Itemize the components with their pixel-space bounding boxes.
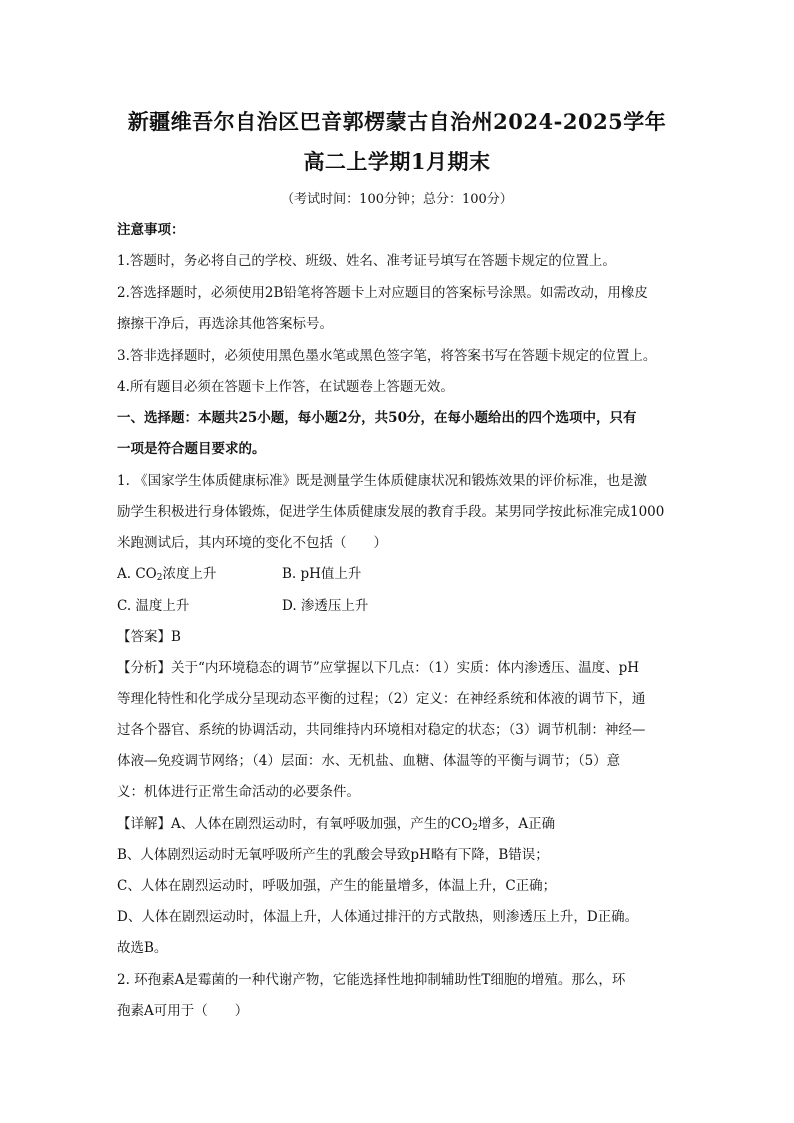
analysis: 等理化特性和化学成分呈现动态平衡的过程；（2）定义：在神经系统和体液的调节下，通 bbox=[117, 691, 646, 707]
question-2-stem: 孢素A可用于（ ） bbox=[117, 1003, 249, 1019]
analysis: 过各个器官、系统的协调活动，共同维持内环境相对稳定的状态；（3）调节机制：神经— bbox=[117, 722, 646, 738]
detail: B、人体剧烈运动时无氧呼吸所产生的乳酸会导致pH略有下降，B错误； bbox=[117, 847, 549, 863]
option-c: C. 温度上升 bbox=[117, 598, 190, 614]
section-heading: 一、选择题：本题共25小题，每小题2分，共50分，在每小题给出的四个选项中，只有 bbox=[117, 410, 637, 426]
exam-info: （考试时间：100分钟；总分：100分） bbox=[281, 192, 513, 207]
notice-item-continued: 擦擦干净后，再选涂其他答案标号。 bbox=[117, 316, 333, 332]
question-2-stem: 2. 环孢素A是霉菌的一种代谢产物，它能选择性地抑制辅助性T细胞的增殖。那么，环 bbox=[117, 972, 626, 988]
analysis: 体液—免疫调节网络；（4）层面：水、无机盐、血糖、体温等的平衡与调节；（5）意 bbox=[117, 753, 621, 769]
analysis: 【分析】关于“内环境稳态的调节”应掌握以下几点：（1）实质：体内渗透压、温度、pH bbox=[117, 660, 640, 676]
notice-item: 3.答非选择题时，必须使用黑色墨水笔或黑色签字笔，将答案书写在答题卡规定的位置上。 bbox=[117, 348, 657, 364]
question-1-stem: 米跑测试后，其内环境的变化不包括（ ） bbox=[117, 535, 387, 551]
notice-item: 1.答题时，务必将自己的学校、班级、姓名、准考证号填写在答题卡规定的位置上。 bbox=[117, 253, 616, 269]
page-title-line2: 高二上学期1月期末 bbox=[303, 149, 491, 174]
page-title: 新疆维吾尔自治区巴音郭楞蒙古自治州2024-2025学年 bbox=[127, 109, 667, 134]
notice-heading: 注意事项： bbox=[117, 222, 185, 238]
question-1-stem: 1. 《国家学生体质健康标准》既是测量学生体质健康状况和锻炼效果的评价标准，也是激 bbox=[117, 473, 648, 489]
analysis: 义：机体进行正常生命活动的必要条件。 bbox=[117, 784, 360, 800]
notice-item: 2.答选择题时，必须使用2B铅笔将答题卡上对应题目的答案标号涂黑。如需改动，用橡皮 bbox=[117, 285, 648, 301]
notice-item: 4.所有题目必须在答题卡上作答，在试题卷上答题无效。 bbox=[117, 379, 454, 395]
detail: C、人体在剧烈运动时，呼吸加强，产生的能量增多，体温上升，C正确； bbox=[117, 878, 557, 894]
section-heading-continued: 一项是符合题目要求的。 bbox=[117, 441, 266, 457]
detail: D、人体在剧烈运动时，体温上升，人体通过排汗的方式散热，则渗透压上升，D正确。 bbox=[117, 909, 639, 925]
option-b: B. pH值上升 bbox=[282, 566, 362, 582]
answer: 【答案】B bbox=[117, 629, 181, 645]
option-d: D. 渗透压上升 bbox=[282, 598, 369, 614]
option-a: A. $CO_2$浓度上升 bbox=[117, 566, 217, 583]
detail: 【详解】A、人体在剧烈运动时，有氧呼吸加强，产生的$CO_2$增多，A正确 bbox=[117, 816, 556, 833]
question-1-stem: 励学生积极进行身体锻炼，促进学生体质健康发展的教育手段。某男同学按此标准完成1000 bbox=[117, 504, 665, 520]
conclusion: 故选B。 bbox=[117, 940, 168, 956]
